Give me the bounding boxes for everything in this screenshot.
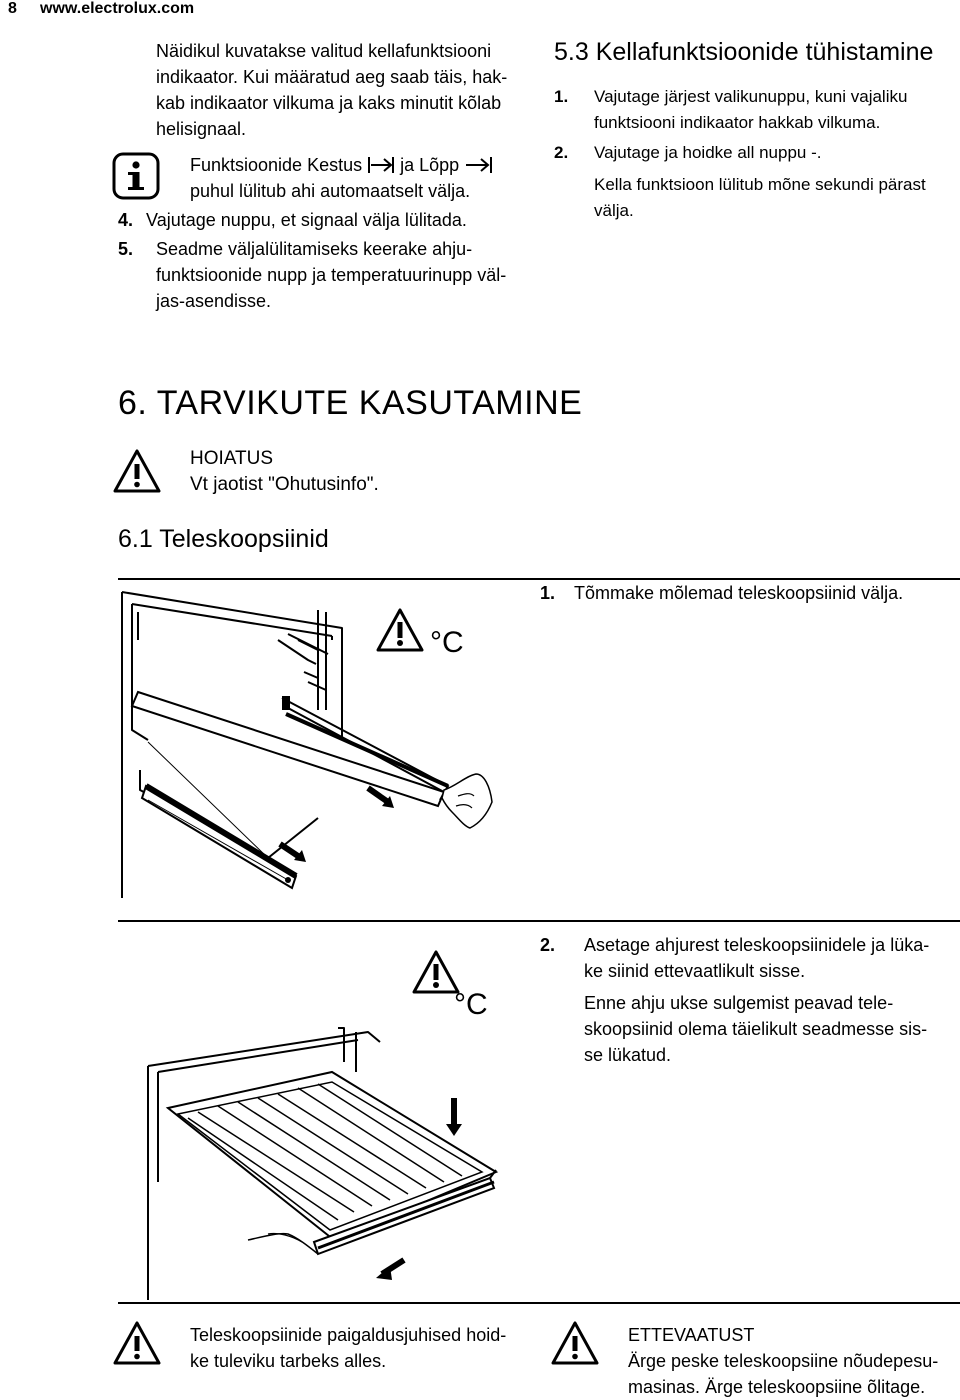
caution-title: ETTEVAATUST xyxy=(628,1325,755,1345)
section-6-1-title: 6.1 Teleskoopsiinid xyxy=(118,525,329,553)
header-url: www.electrolux.com xyxy=(40,0,195,17)
step-number: 1. xyxy=(554,87,569,106)
info-note-text: Funktsioonide Kestus xyxy=(190,155,363,175)
section-5-3-title: 5.3 Kellafunktsioonide tühistamine xyxy=(554,38,934,66)
duration-icon xyxy=(367,156,395,174)
intro-paragraph xyxy=(156,38,507,142)
warning-title: HOIATUS xyxy=(190,448,274,469)
cancel-step-1-text xyxy=(594,84,907,136)
step-number: 5. xyxy=(118,239,134,259)
step-number: 2. xyxy=(554,143,569,162)
cancel-note xyxy=(594,172,926,224)
caution-line: masinas. Ärge teleskoopsiine õlitage. xyxy=(628,1377,926,1397)
info-note-text: ja Lõpp xyxy=(400,155,460,175)
intro-line: Näidikul kuvatakse valitud kellafunktsiooni xyxy=(156,41,492,61)
section-6-title: 6. TARVIKUTE KASUTAMINE xyxy=(118,384,583,422)
figure-2-symbol: °C xyxy=(454,988,488,1021)
telescopic-runners-figure-1 xyxy=(118,580,528,918)
warning-icon xyxy=(112,448,162,494)
caution-text xyxy=(628,1348,938,1400)
telescopic-runners-figure-2 xyxy=(118,922,528,1300)
step-line: ke siinid ettevaatlikult sisse. xyxy=(584,961,806,981)
step-line: Vajutage järjest valikunuppu, kuni vajaliku xyxy=(594,87,908,106)
warning-icon xyxy=(112,1320,162,1366)
note-line: Teleskoopsiinide paigaldusjuhised hoid- xyxy=(190,1325,507,1345)
runner-step-1 xyxy=(540,580,903,606)
intro-line: kab indikaator vilkuma ja kaks minutit kõlab xyxy=(156,93,502,113)
note-line: se lükatud. xyxy=(584,1045,672,1065)
step-line: Seadme väljalülitamiseks keerake ahju- xyxy=(156,239,473,259)
installation-note xyxy=(190,1322,506,1374)
caution-line: Ärge peske teleskoopsiine nõudepesu- xyxy=(628,1351,939,1371)
runner-step-2-note xyxy=(584,990,927,1068)
figure-bottom-rule xyxy=(118,1302,960,1304)
info-icon xyxy=(112,152,160,200)
step-line: funktsioonide nupp ja temperatuurinupp väl- xyxy=(156,265,507,285)
note-line: skoopsiinid olema täielikult seadmesse sis- xyxy=(584,1019,928,1039)
step-line: Asetage ahjurest teleskoopsiinidele ja lüka- xyxy=(584,935,930,955)
step-text: Tõmmake mõlemad teleskoopsiinid välja. xyxy=(574,583,904,603)
warning-icon xyxy=(550,1320,600,1366)
step-line: funktsiooni indikaator hakkab vilkuma. xyxy=(594,113,881,132)
runner-step-2 xyxy=(540,932,555,958)
intro-line: helisignaal. xyxy=(156,119,247,139)
step-number: 2. xyxy=(540,935,556,955)
step-line: jas-asendisse. xyxy=(156,291,272,311)
info-note-text: puhul lülitub ahi automaatselt välja. xyxy=(190,181,471,201)
cancel-step-2-text: Vajutage ja hoidke all nuppu -. xyxy=(594,143,822,162)
step-4 xyxy=(118,207,467,233)
step-5-text xyxy=(156,236,506,314)
runner-step-2-text xyxy=(584,932,929,984)
step-5 xyxy=(118,236,133,262)
note-line: Kella funktsioon lülitub mõne sekundi pärast xyxy=(594,175,926,194)
step-text: Vajutage nuppu, et signaal välja lülitada. xyxy=(146,210,467,230)
intro-line: indikaator. Kui määratud aeg saab täis, hak- xyxy=(156,67,508,87)
step-number: 4. xyxy=(118,210,134,230)
note-line: Enne ahju ukse sulgemist peavad tele- xyxy=(584,993,894,1013)
figure-1-symbol: °C xyxy=(430,626,464,659)
note-line: välja. xyxy=(594,201,634,220)
note-line: ke tuleviku tarbeks alles. xyxy=(190,1351,387,1371)
cancel-step-2 xyxy=(554,140,568,166)
step-number: 1. xyxy=(540,583,556,603)
end-icon xyxy=(464,156,494,174)
cancel-step-1 xyxy=(554,84,568,110)
page-number: 8 xyxy=(8,0,17,17)
info-note xyxy=(190,152,494,204)
warning-text: Vt jaotist "Ohutusinfo". xyxy=(190,474,379,495)
